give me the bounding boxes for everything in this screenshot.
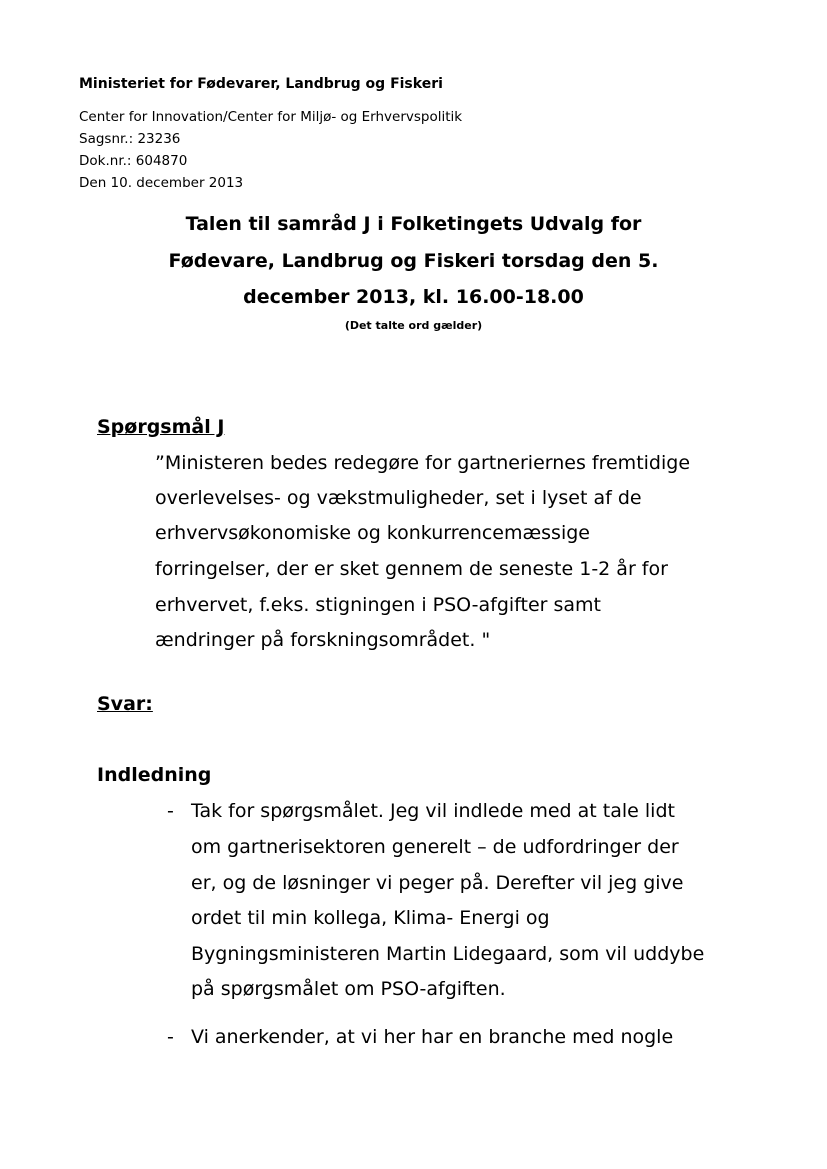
case-number: Sagsnr.: 23236 <box>79 131 181 147</box>
bullet-1-line-1: Tak for spørgsmålet. Jeg vil indlede med at tale lidt <box>191 800 675 822</box>
bullet-1-line-4: ordet til min kollega, Klima- Energi og <box>191 907 550 929</box>
title-line-3: december 2013, kl. 16.00-18.00 <box>243 286 584 308</box>
introduction-heading: Indledning <box>97 764 212 786</box>
title-line-2: Fødevare, Landbrug og Fiskeri torsdag den 5. <box>168 250 659 272</box>
spoken-word-note: (Det talte ord gælder) <box>344 319 483 332</box>
bullet-1-line-3: er, og de løsninger vi peger på. Derefter vil jeg give <box>191 872 684 894</box>
question-line-3: erhvervsøkonomiske og konkurrencemæssige <box>155 522 590 544</box>
document-date: Den 10. december 2013 <box>79 175 244 191</box>
question-heading: Spørgsmål J <box>97 416 225 438</box>
title-line-1: Talen til samråd J i Folketingets Udvalg for <box>185 213 642 235</box>
bullet-1-line-5: Bygningsministeren Martin Lidegaard, som vil uddybe <box>191 943 705 965</box>
question-line-4: forringelser, der er sket gennem de seneste 1-2 år for <box>155 558 668 580</box>
bullet-2-line-1: Vi anerkender, at vi her har en branche med nogle <box>191 1026 674 1048</box>
question-line-6: ændringer på forskningsområdet. " <box>155 629 491 651</box>
ministry-name: Ministeriet for Fødevarer, Landbrug og Fiskeri <box>79 76 443 92</box>
question-line-5: erhvervet, f.eks. stigningen i PSO-afgifter samt <box>155 594 602 616</box>
department-line: Center for Innovation/Center for Miljø- og Erhvervspolitik <box>79 109 463 125</box>
document-number: Dok.nr.: 604870 <box>79 153 188 169</box>
bullet-dash: - <box>167 800 174 822</box>
question-line-2: overlevelses- og vækstmuligheder, set i lyset af de <box>155 487 642 509</box>
answer-heading: Svar: <box>97 693 153 715</box>
bullet-1-line-6: på spørgsmålet om PSO-afgiften. <box>191 978 506 1000</box>
question-line-1: ”Ministeren bedes redegøre for gartneriernes fremtidige <box>155 452 691 474</box>
bullet-1-line-2: om gartnerisektoren generelt – de udfordringer der <box>191 836 679 858</box>
bullet-dash: - <box>167 1026 174 1048</box>
